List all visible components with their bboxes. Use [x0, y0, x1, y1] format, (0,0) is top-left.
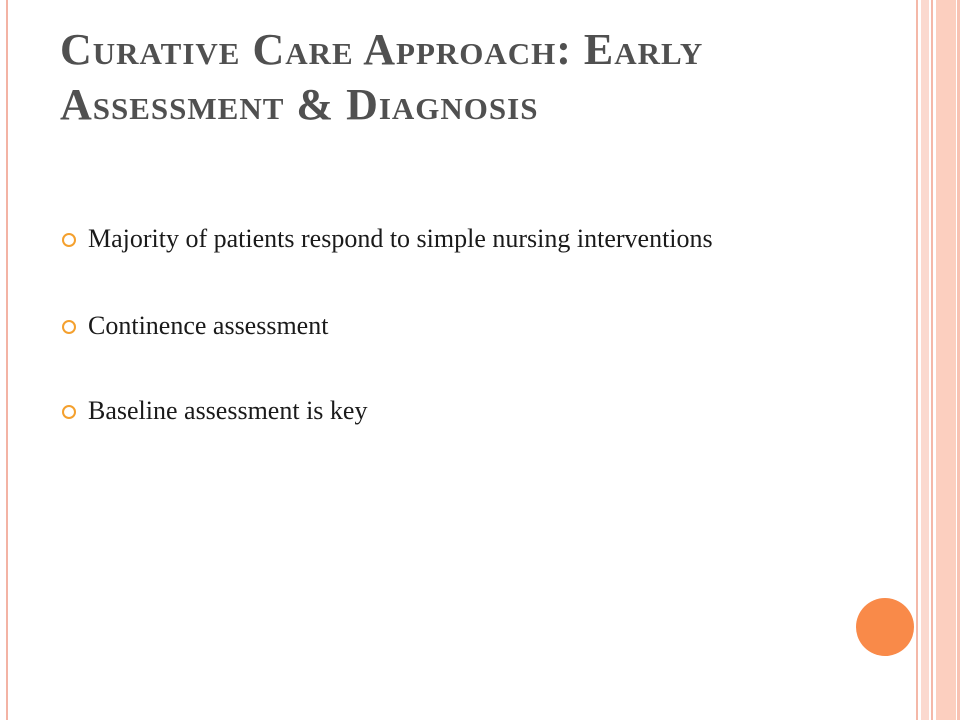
stripe [931, 0, 933, 720]
stripe [916, 0, 918, 720]
circle-bullet-icon [62, 233, 76, 247]
bullet-list [62, 222, 862, 481]
bullet-text: Baseline assessment is key [88, 396, 368, 425]
stripe [921, 0, 929, 720]
bullet-item [62, 222, 862, 256]
bullet-text: Continence assessment [88, 311, 329, 340]
circle-bullet-icon [62, 320, 76, 334]
right-decorative-stripes [916, 0, 960, 720]
slide-title: Curative Care Approach: Early Assessment & Diagnosis [60, 25, 704, 129]
circle-bullet-icon [62, 405, 76, 419]
bullet-item [62, 394, 862, 428]
left-border-rule [6, 0, 8, 720]
stripe [936, 0, 956, 720]
bullet-item [62, 309, 862, 343]
bullet-text: Majority of patients respond to simple nursing interventions [88, 224, 713, 253]
orange-circle-decoration [856, 598, 914, 656]
